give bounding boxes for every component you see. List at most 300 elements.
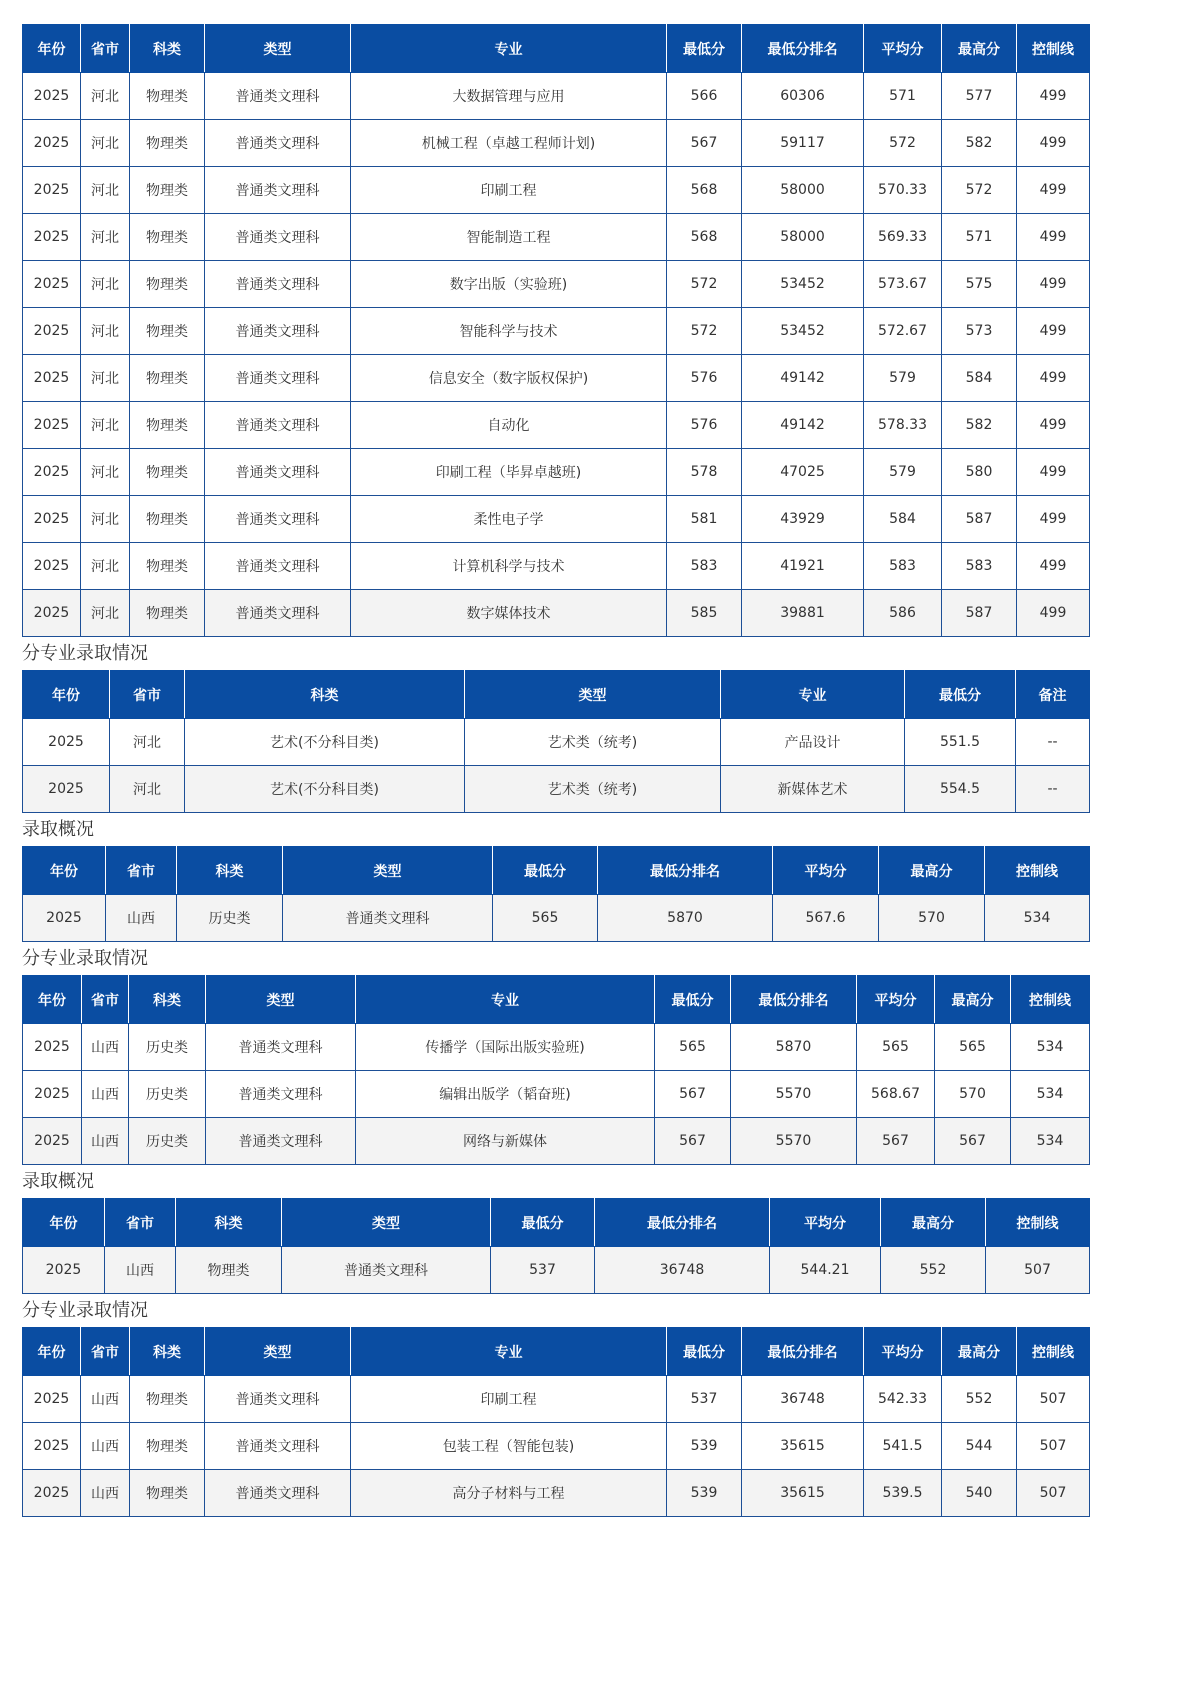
table-row: [23, 73, 1090, 120]
table-cell: 534: [1011, 1024, 1090, 1071]
table-cell: 539: [667, 1470, 742, 1517]
table-cell: 信息安全（数字版权保护): [351, 355, 667, 402]
shanxi-history-major-table: [22, 975, 1090, 1165]
table-cell: 567: [655, 1071, 731, 1118]
column-header: 平均分: [773, 847, 879, 895]
column-header: 最高分: [879, 847, 985, 895]
column-header: 最低分排名: [742, 1328, 864, 1376]
table-cell: 565: [655, 1024, 731, 1071]
table-cell: 534: [985, 895, 1090, 942]
table-cell: 普通类文理科: [205, 261, 351, 308]
section-title-major-admission: 分专业录取情况: [22, 643, 148, 664]
column-header: 最高分: [942, 25, 1017, 73]
table-cell: 499: [1017, 73, 1090, 120]
column-header: 省市: [110, 671, 185, 719]
table-cell: 自动化: [351, 402, 667, 449]
table-cell: 586: [864, 590, 942, 637]
table-cell: 572: [942, 167, 1017, 214]
column-header: 省市: [82, 976, 129, 1024]
table-cell: 36748: [742, 1376, 864, 1423]
table-cell: 普通类文理科: [205, 1376, 351, 1423]
table-cell: 艺术类（统考): [465, 719, 721, 766]
table-cell: 544.21: [770, 1247, 881, 1294]
table-cell: 包装工程（智能包装): [351, 1423, 667, 1470]
table-cell: 576: [667, 402, 742, 449]
header-row: [23, 25, 1090, 73]
table-cell: 58000: [742, 167, 864, 214]
table-cell: 569.33: [864, 214, 942, 261]
table-cell: 551.5: [905, 719, 1016, 766]
table-cell: 2025: [23, 543, 81, 590]
table-row: [23, 1247, 1090, 1294]
table-cell: 历史类: [129, 1024, 206, 1071]
table-cell: 普通类文理科: [205, 496, 351, 543]
column-header: 最低分排名: [742, 25, 864, 73]
table-cell: 2025: [23, 167, 81, 214]
table-cell: 568: [667, 214, 742, 261]
table-cell: 2025: [23, 1071, 82, 1118]
table-cell: 567: [935, 1118, 1011, 1165]
table-row: [23, 719, 1090, 766]
table-cell: 35615: [742, 1470, 864, 1517]
table-cell: 5870: [598, 895, 773, 942]
table-cell: 山西: [105, 1247, 176, 1294]
table-cell: 普通类文理科: [282, 1247, 491, 1294]
table-cell: 567: [857, 1118, 935, 1165]
column-header: 年份: [23, 976, 82, 1024]
admission-page: [22, 24, 1089, 1517]
table-cell: 539.5: [864, 1470, 942, 1517]
table-row: [23, 308, 1090, 355]
table-cell: 物理类: [130, 355, 205, 402]
table-cell: 544: [942, 1423, 1017, 1470]
table-cell: 507: [1017, 1470, 1090, 1517]
table-cell: 552: [942, 1376, 1017, 1423]
table-cell: 物理类: [130, 1470, 205, 1517]
table-cell: 585: [667, 590, 742, 637]
table-cell: 2025: [23, 261, 81, 308]
table-row: [23, 1024, 1090, 1071]
table-cell: 历史类: [177, 895, 283, 942]
table-cell: 2025: [23, 895, 106, 942]
table-cell: 554.5: [905, 766, 1016, 813]
table-cell: 河北: [81, 355, 130, 402]
table-cell: 2025: [23, 355, 81, 402]
table-cell: 传播学（国际出版实验班): [356, 1024, 655, 1071]
table-cell: 583: [864, 543, 942, 590]
column-header: 类型: [206, 976, 356, 1024]
table-cell: 539: [667, 1423, 742, 1470]
column-header: 控制线: [1017, 1328, 1090, 1376]
column-header: 专业: [351, 1328, 667, 1376]
column-header: 专业: [351, 25, 667, 73]
header-row: [23, 1199, 1090, 1247]
table-cell: 河北: [81, 449, 130, 496]
table-cell: 山西: [81, 1423, 130, 1470]
table-cell: 物理类: [130, 214, 205, 261]
table-cell: 普通类文理科: [205, 402, 351, 449]
column-header: 科类: [129, 976, 206, 1024]
table-cell: 573: [942, 308, 1017, 355]
table-cell: 2025: [23, 1470, 81, 1517]
table-cell: 570: [879, 895, 985, 942]
header-row: [23, 976, 1090, 1024]
table-cell: 587: [942, 590, 1017, 637]
table-cell: 普通类文理科: [205, 73, 351, 120]
table-cell: 物理类: [130, 1423, 205, 1470]
table-cell: 53452: [742, 308, 864, 355]
table-cell: 智能科学与技术: [351, 308, 667, 355]
table-cell: 普通类文理科: [283, 895, 493, 942]
table-cell: 2025: [23, 120, 81, 167]
table-cell: 36748: [595, 1247, 770, 1294]
section-title-admission-overview: 录取概况: [22, 819, 94, 840]
table-cell: 计算机科学与技术: [351, 543, 667, 590]
table-cell: 570: [935, 1071, 1011, 1118]
table-cell: 高分子材料与工程: [351, 1470, 667, 1517]
table-cell: 河北: [81, 308, 130, 355]
table-cell: 普通类文理科: [205, 1470, 351, 1517]
table-cell: 572: [667, 261, 742, 308]
header-row: [23, 671, 1090, 719]
table-cell: 山西: [106, 895, 177, 942]
table-cell: 物理类: [130, 449, 205, 496]
shanxi-physics-major-table: [22, 1327, 1090, 1517]
table-row: [23, 1118, 1090, 1165]
table-cell: 2025: [23, 1376, 81, 1423]
table-cell: 山西: [81, 1470, 130, 1517]
table-cell: 572.67: [864, 308, 942, 355]
table-row: [23, 1423, 1090, 1470]
table-row: [23, 543, 1090, 590]
table-cell: 58000: [742, 214, 864, 261]
column-header: 科类: [130, 25, 205, 73]
table-cell: 普通类文理科: [205, 1423, 351, 1470]
table-cell: 534: [1011, 1118, 1090, 1165]
table-cell: 普通类文理科: [205, 120, 351, 167]
table-cell: 物理类: [130, 402, 205, 449]
table-cell: 普通类文理科: [205, 214, 351, 261]
column-header: 年份: [23, 1199, 105, 1247]
table-cell: 575: [942, 261, 1017, 308]
table-cell: 39881: [742, 590, 864, 637]
table-cell: 587: [942, 496, 1017, 543]
table-cell: 物理类: [130, 590, 205, 637]
table-cell: 物理类: [130, 120, 205, 167]
table-cell: 566: [667, 73, 742, 120]
table-cell: 物理类: [130, 73, 205, 120]
hebei-art-major-table: [22, 670, 1090, 813]
column-header: 科类: [185, 671, 465, 719]
table-cell: 普通类文理科: [205, 308, 351, 355]
table-cell: 499: [1017, 355, 1090, 402]
column-header: 备注: [1016, 671, 1090, 719]
table-row: [23, 355, 1090, 402]
table-cell: 编辑出版学（韬奋班): [356, 1071, 655, 1118]
table-cell: 2025: [23, 73, 81, 120]
table-cell: 历史类: [129, 1071, 206, 1118]
table-cell: 579: [864, 355, 942, 402]
column-header: 最低分: [491, 1199, 595, 1247]
column-header: 专业: [721, 671, 905, 719]
column-header: 最低分排名: [595, 1199, 770, 1247]
table-cell: 565: [493, 895, 598, 942]
table-cell: 567.6: [773, 895, 879, 942]
table-cell: 582: [942, 120, 1017, 167]
column-header: 科类: [177, 847, 283, 895]
table-row: [23, 1376, 1090, 1423]
table-cell: 物理类: [130, 167, 205, 214]
column-header: 省市: [105, 1199, 176, 1247]
table-cell: 2025: [23, 214, 81, 261]
table-cell: 565: [935, 1024, 1011, 1071]
table-cell: 山西: [81, 1376, 130, 1423]
table-cell: 507: [986, 1247, 1090, 1294]
column-header: 年份: [23, 847, 106, 895]
column-header: 控制线: [985, 847, 1090, 895]
section-title-major-admission: 分专业录取情况: [22, 1300, 148, 1321]
table-row: [23, 1470, 1090, 1517]
table-row: [23, 167, 1090, 214]
column-header: 年份: [23, 1328, 81, 1376]
table-cell: 41921: [742, 543, 864, 590]
table-cell: 河北: [81, 73, 130, 120]
table-row: [23, 402, 1090, 449]
column-header: 类型: [205, 25, 351, 73]
table-cell: 印刷工程: [351, 1376, 667, 1423]
table-cell: 山西: [82, 1024, 129, 1071]
table-cell: 499: [1017, 120, 1090, 167]
table-cell: 物理类: [130, 261, 205, 308]
table-cell: 565: [857, 1024, 935, 1071]
table-cell: 2025: [23, 1423, 81, 1470]
table-cell: 578.33: [864, 402, 942, 449]
column-header: 年份: [23, 25, 81, 73]
table-row: [23, 766, 1090, 813]
table-cell: 2025: [23, 1024, 82, 1071]
table-cell: 5570: [731, 1118, 857, 1165]
table-cell: 网络与新媒体: [356, 1118, 655, 1165]
table-cell: 2025: [23, 496, 81, 543]
table-cell: 河北: [81, 167, 130, 214]
table-cell: 柔性电子学: [351, 496, 667, 543]
table-cell: 567: [667, 120, 742, 167]
table-row: [23, 895, 1090, 942]
table-cell: 普通类文理科: [205, 449, 351, 496]
column-header: 最低分: [655, 976, 731, 1024]
table-cell: 5570: [731, 1071, 857, 1118]
table-cell: 河北: [81, 261, 130, 308]
table-cell: 大数据管理与应用: [351, 73, 667, 120]
table-cell: 580: [942, 449, 1017, 496]
table-row: [23, 449, 1090, 496]
table-cell: 582: [942, 402, 1017, 449]
column-header: 省市: [81, 25, 130, 73]
header-row: [23, 1328, 1090, 1376]
table-cell: 河北: [81, 120, 130, 167]
shanxi-physics-overview-table: [22, 1198, 1090, 1294]
table-cell: 499: [1017, 261, 1090, 308]
table-cell: 数字媒体技术: [351, 590, 667, 637]
table-cell: 534: [1011, 1071, 1090, 1118]
table-cell: 499: [1017, 590, 1090, 637]
table-cell: 智能制造工程: [351, 214, 667, 261]
table-cell: 产品设计: [721, 719, 905, 766]
table-cell: 普通类文理科: [206, 1071, 356, 1118]
table-cell: 2025: [23, 308, 81, 355]
table-cell: 583: [667, 543, 742, 590]
table-cell: 540: [942, 1470, 1017, 1517]
table-cell: 541.5: [864, 1423, 942, 1470]
column-header: 控制线: [1017, 25, 1090, 73]
column-header: 省市: [106, 847, 177, 895]
column-header: 最低分: [905, 671, 1016, 719]
column-header: 最高分: [881, 1199, 986, 1247]
table-cell: 物理类: [130, 496, 205, 543]
table-cell: 艺术类（统考): [465, 766, 721, 813]
table-cell: 573.67: [864, 261, 942, 308]
column-header: 最低分: [667, 1328, 742, 1376]
table-cell: 584: [942, 355, 1017, 402]
table-row: [23, 214, 1090, 261]
table-cell: 河北: [81, 496, 130, 543]
table-cell: 物理类: [130, 308, 205, 355]
table-cell: 河北: [81, 402, 130, 449]
table-cell: 499: [1017, 308, 1090, 355]
table-cell: 499: [1017, 167, 1090, 214]
column-header: 类型: [282, 1199, 491, 1247]
table-cell: 普通类文理科: [205, 167, 351, 214]
hebei-physics-major-table: [22, 24, 1090, 637]
table-cell: 物理类: [176, 1247, 282, 1294]
table-cell: 2025: [23, 449, 81, 496]
column-header: 最低分: [667, 25, 742, 73]
column-header: 年份: [23, 671, 110, 719]
table-cell: 60306: [742, 73, 864, 120]
table-cell: 河北: [110, 766, 185, 813]
column-header: 类型: [465, 671, 721, 719]
table-cell: 507: [1017, 1423, 1090, 1470]
table-cell: 499: [1017, 543, 1090, 590]
table-cell: 579: [864, 449, 942, 496]
column-header: 控制线: [986, 1199, 1090, 1247]
table-cell: 35615: [742, 1423, 864, 1470]
section-title-admission-overview: 录取概况: [22, 1171, 94, 1192]
table-cell: 物理类: [130, 543, 205, 590]
table-row: [23, 590, 1090, 637]
table-cell: 机械工程（卓越工程师计划): [351, 120, 667, 167]
table-cell: 普通类文理科: [205, 543, 351, 590]
column-header: 最高分: [942, 1328, 1017, 1376]
table-cell: 43929: [742, 496, 864, 543]
table-cell: 577: [942, 73, 1017, 120]
column-header: 平均分: [857, 976, 935, 1024]
column-header: 最高分: [935, 976, 1011, 1024]
table-cell: 2025: [23, 590, 81, 637]
table-cell: 印刷工程: [351, 167, 667, 214]
table-cell: 河北: [81, 214, 130, 261]
table-cell: 印刷工程（毕昇卓越班): [351, 449, 667, 496]
column-header: 类型: [283, 847, 493, 895]
table-cell: 568.67: [857, 1071, 935, 1118]
table-cell: 499: [1017, 402, 1090, 449]
table-cell: 47025: [742, 449, 864, 496]
table-cell: 普通类文理科: [205, 355, 351, 402]
table-cell: 507: [1017, 1376, 1090, 1423]
table-cell: 571: [942, 214, 1017, 261]
table-cell: 583: [942, 543, 1017, 590]
table-cell: 570.33: [864, 167, 942, 214]
table-cell: 537: [667, 1376, 742, 1423]
table-cell: 艺术(不分科目类): [185, 766, 465, 813]
table-cell: 581: [667, 496, 742, 543]
table-cell: 571: [864, 73, 942, 120]
table-cell: 59117: [742, 120, 864, 167]
table-cell: 499: [1017, 496, 1090, 543]
column-header: 平均分: [770, 1199, 881, 1247]
table-cell: 2025: [23, 766, 110, 813]
table-cell: 2025: [23, 1247, 105, 1294]
table-cell: --: [1016, 766, 1090, 813]
header-row: [23, 847, 1090, 895]
column-header: 平均分: [864, 1328, 942, 1376]
column-header: 控制线: [1011, 976, 1090, 1024]
table-cell: 576: [667, 355, 742, 402]
table-cell: 物理类: [130, 1376, 205, 1423]
table-cell: 53452: [742, 261, 864, 308]
table-cell: 5870: [731, 1024, 857, 1071]
table-cell: 542.33: [864, 1376, 942, 1423]
table-cell: 山西: [82, 1071, 129, 1118]
table-row: [23, 261, 1090, 308]
table-cell: 普通类文理科: [206, 1024, 356, 1071]
column-header: 平均分: [864, 25, 942, 73]
table-cell: 河北: [81, 590, 130, 637]
table-cell: 552: [881, 1247, 986, 1294]
table-cell: 584: [864, 496, 942, 543]
table-cell: 578: [667, 449, 742, 496]
column-header: 省市: [81, 1328, 130, 1376]
column-header: 最低分: [493, 847, 598, 895]
table-cell: 537: [491, 1247, 595, 1294]
table-cell: 河北: [81, 543, 130, 590]
table-row: [23, 1071, 1090, 1118]
table-cell: 2025: [23, 719, 110, 766]
table-row: [23, 120, 1090, 167]
column-header: 类型: [205, 1328, 351, 1376]
table-cell: 567: [655, 1118, 731, 1165]
table-cell: 572: [864, 120, 942, 167]
column-header: 科类: [130, 1328, 205, 1376]
table-cell: 2025: [23, 1118, 82, 1165]
column-header: 最低分排名: [731, 976, 857, 1024]
table-cell: 499: [1017, 214, 1090, 261]
table-cell: 历史类: [129, 1118, 206, 1165]
column-header: 专业: [356, 976, 655, 1024]
column-header: 科类: [176, 1199, 282, 1247]
shanxi-history-overview-table: [22, 846, 1090, 942]
section-title-major-admission: 分专业录取情况: [22, 948, 148, 969]
table-cell: --: [1016, 719, 1090, 766]
table-cell: 572: [667, 308, 742, 355]
table-cell: 49142: [742, 355, 864, 402]
table-cell: 艺术(不分科目类): [185, 719, 465, 766]
table-cell: 499: [1017, 449, 1090, 496]
table-cell: 山西: [82, 1118, 129, 1165]
column-header: 最低分排名: [598, 847, 773, 895]
table-cell: 数字出版（实验班): [351, 261, 667, 308]
table-cell: 49142: [742, 402, 864, 449]
